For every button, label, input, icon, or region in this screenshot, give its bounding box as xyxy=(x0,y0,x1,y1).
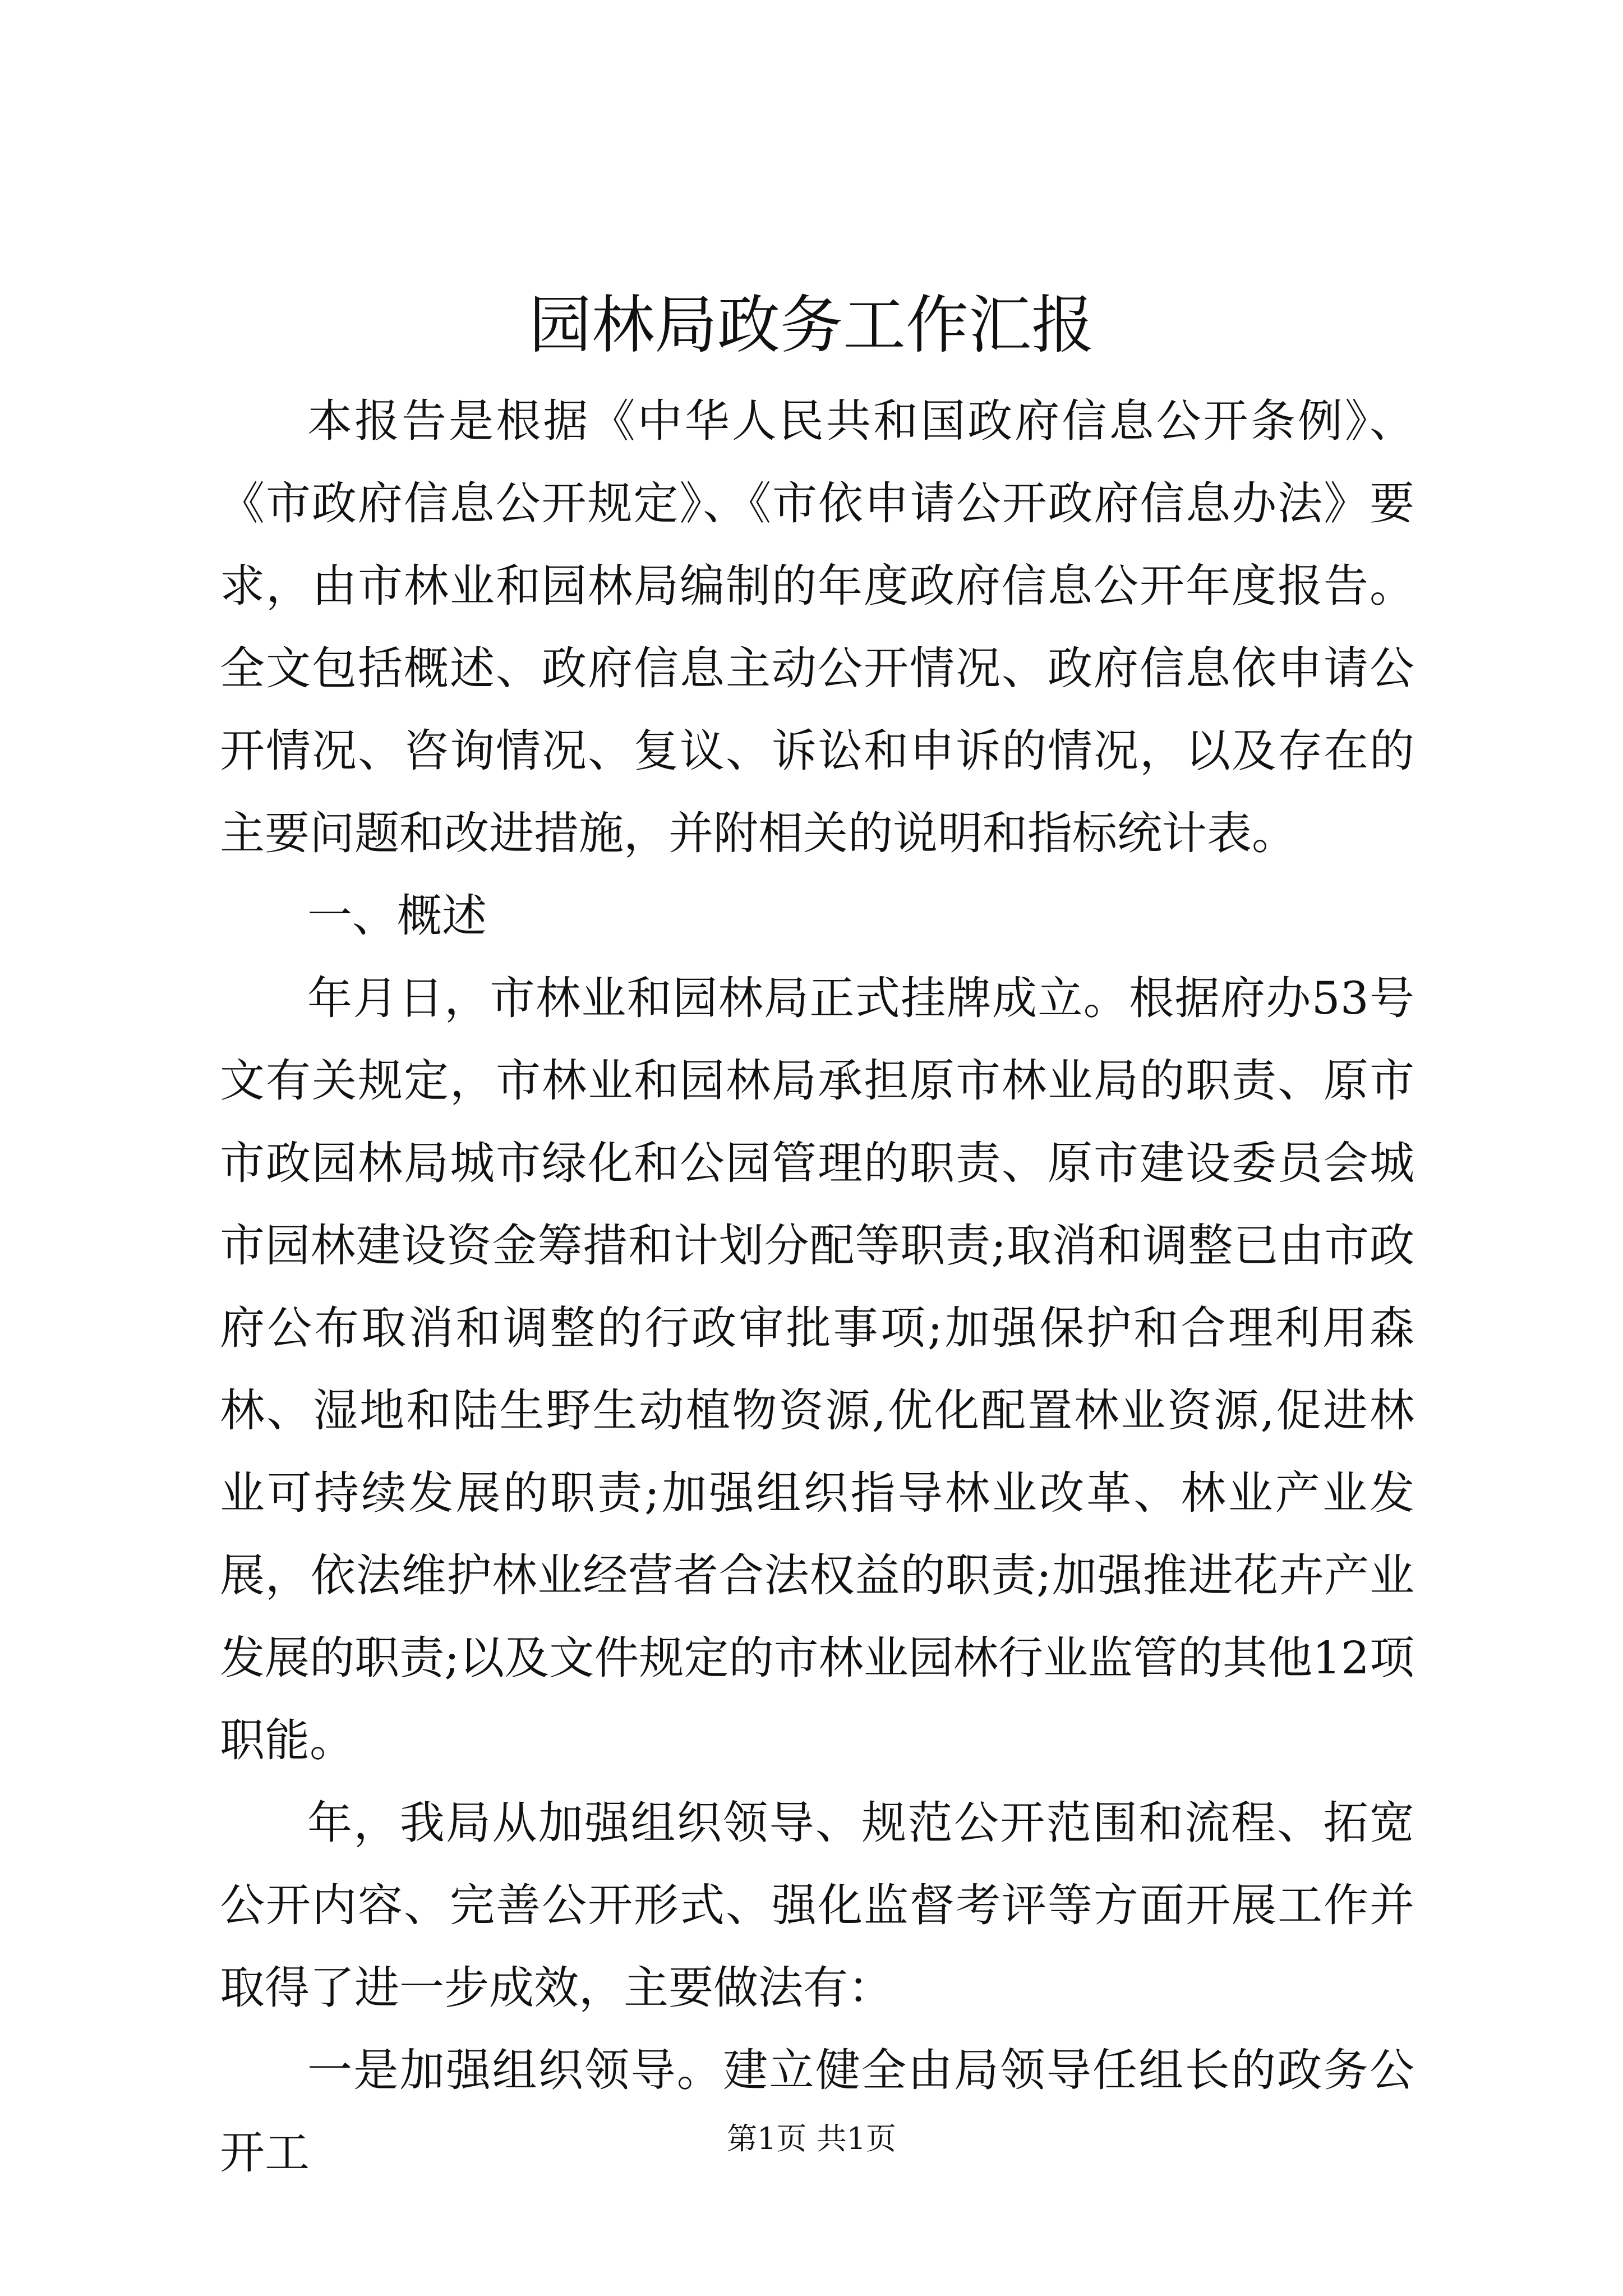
document-title: 园林局政务工作汇报 xyxy=(529,289,1094,362)
paragraph-practices: 年，我局从加强组织领导、规范公开范围和流程、拓宽公开内容、完善公开形式、强化监督考评等方面开展工作并取得了进一步成效，主要做法有： xyxy=(220,1797,1414,2014)
section-heading-overview: 一、概述 xyxy=(307,890,487,942)
paragraph-point-one: 一是加强组织领导。建立健全由局领导任组长的政务公开工 xyxy=(220,2044,1414,2179)
page-footer: 第1页 共1页 xyxy=(727,2121,896,2156)
paragraph-intro: 本报告是根据《中华人民共和国政府信息公开条例》、《市政府信息公开规定》、《市依申请公开政府信息办法》要求，由市林业和园林局编制的年度政府信息公开年度报告。全文包括概述、政府信息主动公开情况、政府信息依申请公开情况、咨询情况、复议、诉讼和申诉的情况，以及存在的主要问题和改进措施，并附相关的说明和指标统计表。 xyxy=(220,395,1414,859)
document-body xyxy=(220,380,1414,2194)
paragraph-overview: 年月日，市林业和园林局正式挂牌成立。根据府办53号文有关规定，市林业和园林局承担原市林业局的职责、原市市政园林局城市绿化和公园管理的职责、原市建设委员会城市园林建设资金筹措和计划分配等职责;取消和调整已由市政府公布取消和调整的行政审批事项;加强保护和合理利用森林、湿地和陆生野生动植物资源,优化配置林业资源,促进林业可持续发展的职责;加强组织指导林业改革、林业产业发展，依法维护林业经营者合法权益的职责;加强推进花卉产业发展的职责;以及文件规定的市林业园林行业监管的其他12项职能。 xyxy=(220,972,1414,1766)
